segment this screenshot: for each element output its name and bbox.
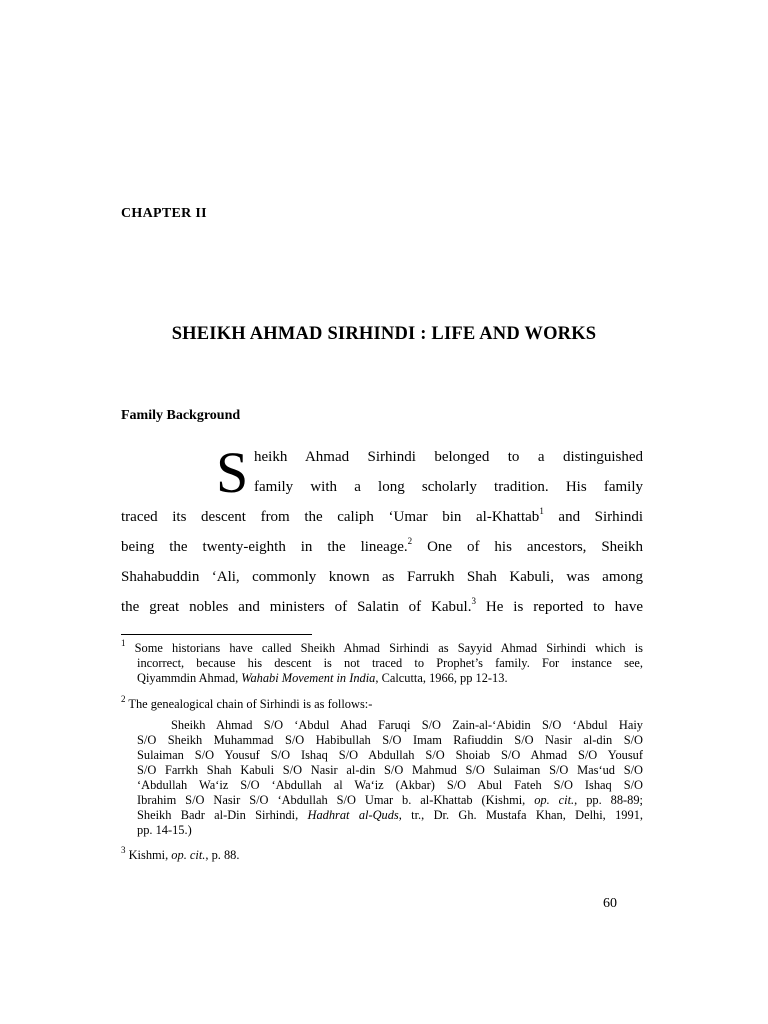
body-line-1: heikh Ahmad Sirhindi belonged to a distinguished — [254, 449, 643, 465]
footnote-1-text-3b: , Calcutta, 1966, pp 12-13. — [375, 671, 508, 685]
body-line-4-text-b: One of his ancestors, Sheikh — [412, 539, 644, 555]
footnote-1-text-3a: Qiyammdin Ahmad, — [137, 671, 242, 685]
footnote-3-text-a: Kishmi, — [128, 848, 172, 862]
chain-line-7 — [137, 808, 643, 823]
page-number: 60 — [603, 896, 617, 911]
footnote-ref-2: 2 — [407, 536, 413, 546]
chain-line-3: Sulaiman S/O Yousuf S/O Ishaq S/O Abdullah S/O Shoiab S/O Ahmad S/O Yousuf — [137, 748, 643, 762]
footnote-1-line-2: incorrect, because his descent is not traced to Prophet’s family. For instance see, — [137, 656, 643, 670]
body-line-3-text-b: and Sirhindi — [543, 509, 644, 525]
footnote-3-line — [121, 844, 643, 863]
footnote-3-italic: op. cit. — [171, 848, 206, 862]
body-line-3 — [121, 508, 643, 526]
chapter-label: CHAPTER II — [121, 206, 207, 221]
chain-line-7-italic: Hadhrat al-Quds, — [307, 808, 402, 822]
footnote-3-text-b: , p. 88. — [205, 848, 240, 862]
footnote-2-chain — [137, 718, 643, 838]
drop-cap: S — [216, 440, 249, 505]
footnote-3-marker: 3 — [121, 844, 126, 855]
chain-line-5: ‘Abdullah Wa‘iz S/O ‘Abdullah al Wa‘iz (Akbar) S/O Abul Fateh S/O Ishaq S/O — [137, 778, 643, 792]
section-heading: Family Background — [121, 408, 241, 423]
footnote-1-text-1: Some historians have called Sheikh Ahmad Sirhindi as Sayyid Ahmad Sirhindi which is — [134, 641, 643, 655]
chain-line-6-a: Ibrahim S/O Nasir S/O ‘Abdullah S/O Umar b. al-Khattab (Kishmi, — [137, 793, 535, 807]
footnote-ref-3: 3 — [471, 596, 476, 606]
chain-line-6-b: , pp. 88-89; — [574, 793, 643, 807]
footnote-1-line-1 — [121, 637, 643, 656]
body-line-6-text-a: the great nobles and ministers of Salatin of Kabul. — [121, 599, 472, 615]
chain-line-8: pp. 14-15.) — [137, 823, 192, 837]
footnote-1-book-title: Wahabi Movement in India — [241, 671, 376, 685]
body-line-4-text-a: being the twenty-eighth in the lineage. — [121, 539, 408, 555]
footnote-2 — [121, 693, 643, 712]
chain-line-1: Sheikh Ahmad S/O ‘Abdul Ahad Faruqi S/O Zain-al-‘Abidin S/O ‘Abdul Haiy — [171, 718, 643, 732]
body-line-6 — [121, 598, 643, 616]
body-line-4 — [121, 538, 643, 556]
footnote-ref-1: 1 — [539, 506, 544, 516]
footnote-divider — [121, 634, 312, 635]
chain-line-6-italic: op. cit. — [534, 793, 575, 807]
footnote-3 — [121, 844, 643, 863]
footnote-1 — [121, 637, 643, 686]
footnote-1-marker: 1 — [121, 637, 126, 648]
chain-line-7-b: tr., Dr. Gh. Mustafa Khan, Delhi, 1991, — [401, 808, 643, 822]
body-line-3-text-a: traced its descent from the caliph ‘Umar bin al-Khattab — [121, 509, 540, 525]
footnote-2-marker: 2 — [121, 693, 126, 704]
footnote-2-intro — [121, 693, 643, 712]
chapter-title: SHEIKH AHMAD SIRHINDI : LIFE AND WORKS — [171, 324, 597, 344]
chain-line-7-a: Sheikh Badr al-Din Sirhindi, — [137, 808, 308, 822]
chain-line-2: S/O Sheikh Muhammad S/O Habibullah S/O Imam Rafiuddin S/O Nasir al-din S/O — [137, 733, 643, 747]
chain-line-6 — [137, 793, 643, 808]
footnote-2-intro-text: The genealogical chain of Sirhindi is as follows:- — [128, 697, 373, 711]
chain-line-4: S/O Farrkh Shah Kabuli S/O Nasir al-din S/O Mahmud S/O Sulaiman S/O Mas‘ud S/O — [137, 763, 643, 777]
body-line-6-text-b: He is reported to have — [475, 599, 643, 615]
body-line-5: Shahabuddin ‘Ali, commonly known as Farrukh Shah Kabuli, was among — [121, 569, 643, 585]
body-line-2: family with a long scholarly tradition. His family — [254, 479, 643, 495]
footnote-1-line-3 — [121, 671, 643, 686]
